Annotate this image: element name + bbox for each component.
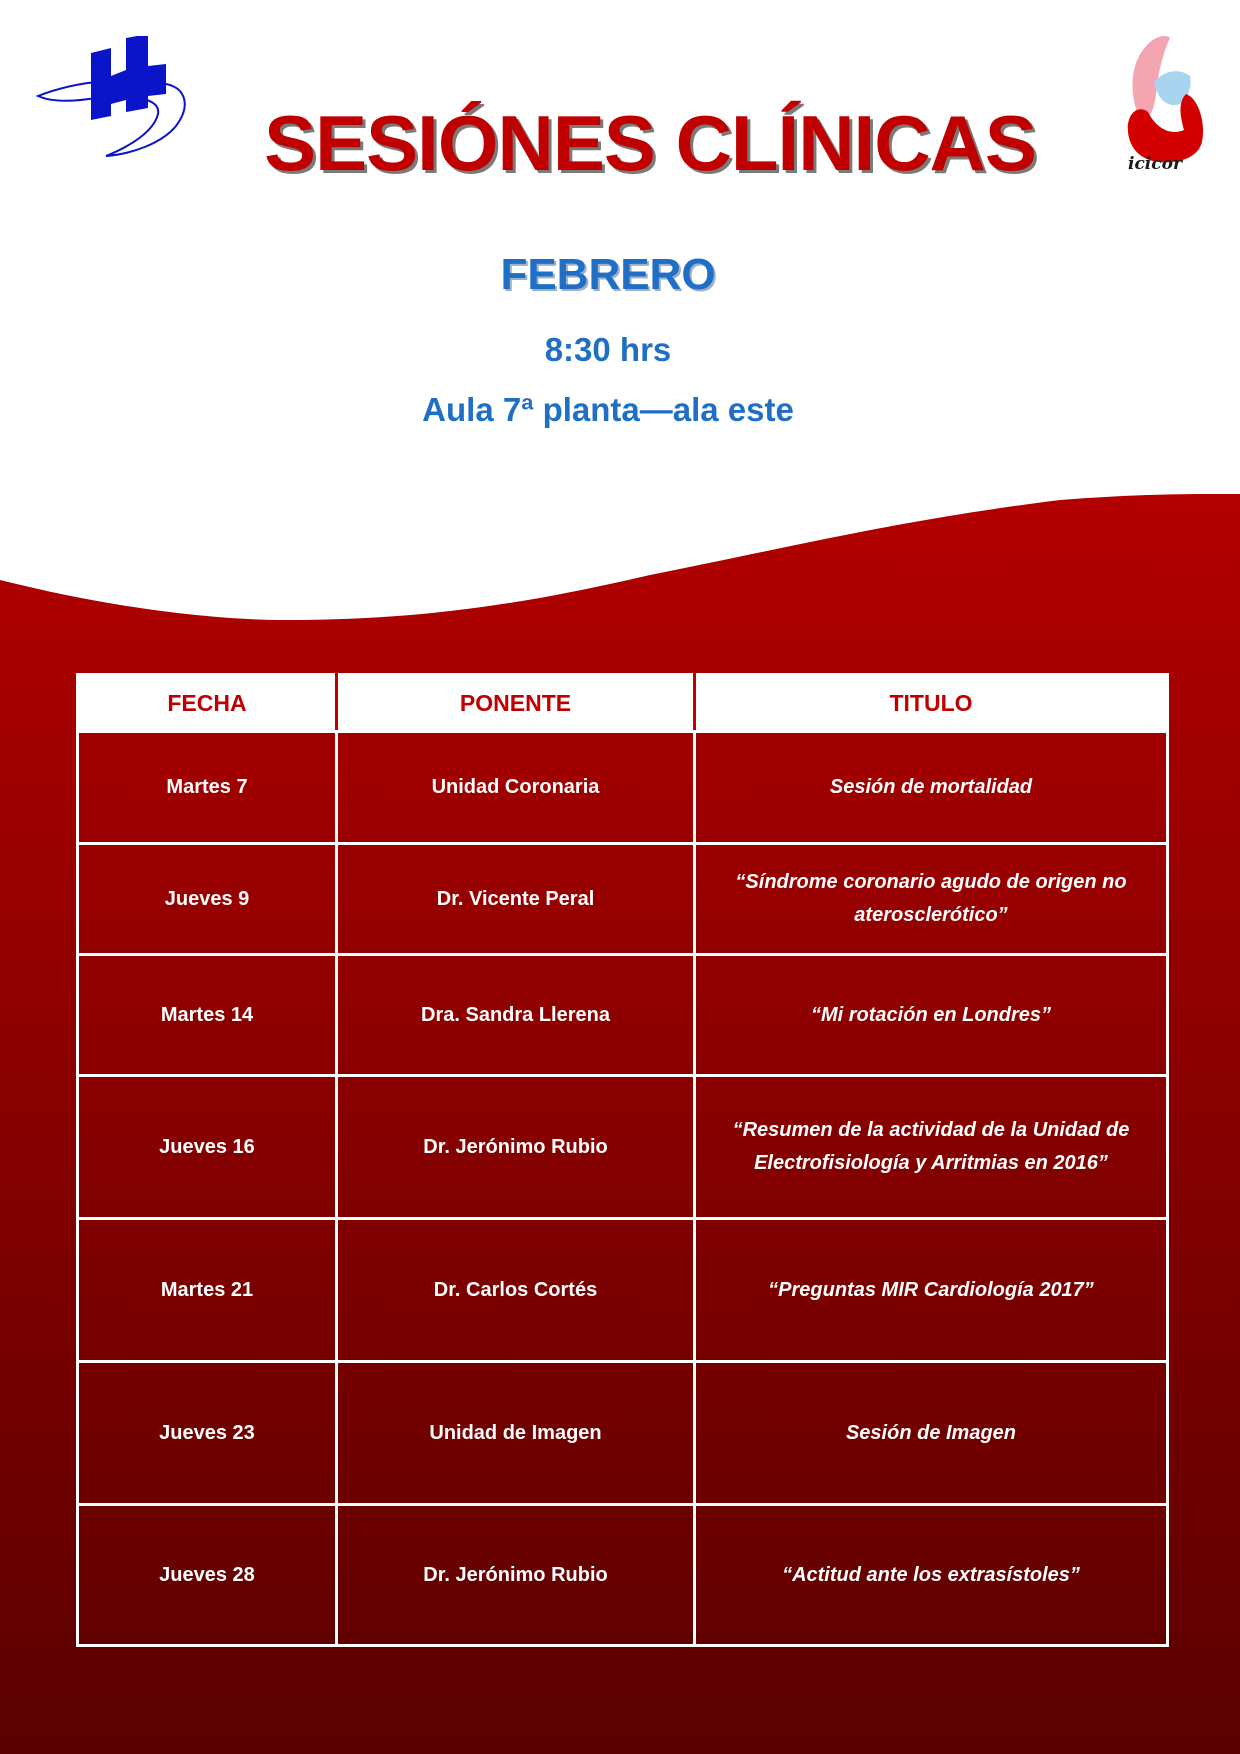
cell-fecha: Martes 7 xyxy=(78,732,337,844)
column-header-fecha: FECHA xyxy=(78,675,337,732)
cell-fecha: Martes 14 xyxy=(78,955,337,1076)
cell-ponente: Unidad de Imagen xyxy=(337,1362,695,1505)
cell-titulo: “Mi rotación en Londres” xyxy=(695,955,1168,1076)
cell-fecha: Martes 21 xyxy=(78,1219,337,1362)
table-header-row xyxy=(78,675,1168,732)
cell-ponente: Dr. Carlos Cortés xyxy=(337,1219,695,1362)
table-row xyxy=(78,1505,1168,1646)
column-header-titulo: TITULO xyxy=(695,675,1168,732)
table-row xyxy=(78,1076,1168,1219)
cell-ponente: Dr. Vicente Peral xyxy=(337,844,695,955)
sessions-table xyxy=(76,673,1169,1647)
cell-ponente: Dr. Jerónimo Rubio xyxy=(337,1076,695,1219)
cell-titulo: “Actitud ante los extrasístoles” xyxy=(695,1505,1168,1646)
cell-ponente: Dr. Jerónimo Rubio xyxy=(337,1505,695,1646)
cell-fecha: Jueves 9 xyxy=(78,844,337,955)
cell-ponente: Unidad Coronaria xyxy=(337,732,695,844)
cell-fecha: Jueves 28 xyxy=(78,1505,337,1646)
cell-titulo: “Resumen de la actividad de la Unidad de Electrofisiología y Arritmias en 2016” xyxy=(695,1076,1168,1219)
cell-titulo: Sesión de Imagen xyxy=(695,1362,1168,1505)
icicor-logo-text: icicor xyxy=(1128,154,1182,174)
month-heading: FEBRERO xyxy=(500,250,716,299)
cell-titulo: “Síndrome coronario agudo de origen no aterosclerótico” xyxy=(695,844,1168,955)
cell-titulo: “Preguntas MIR Cardiología 2017” xyxy=(695,1219,1168,1362)
table-row xyxy=(78,844,1168,955)
cell-fecha: Jueves 16 xyxy=(78,1076,337,1219)
main-title: SESIÓNES CLÍNICAS xyxy=(264,99,1036,187)
table-row xyxy=(78,732,1168,844)
table-row xyxy=(78,955,1168,1076)
session-time: 8:30 hrs xyxy=(544,331,672,368)
cell-fecha: Jueves 23 xyxy=(78,1362,337,1505)
column-header-ponente: PONENTE xyxy=(337,675,695,732)
table-row xyxy=(78,1219,1168,1362)
session-location: Aula 7ª planta—ala este xyxy=(422,391,794,428)
table-row xyxy=(78,1362,1168,1505)
cell-ponente: Dra. Sandra Llerena xyxy=(337,955,695,1076)
cell-titulo: Sesión de mortalidad xyxy=(695,732,1168,844)
